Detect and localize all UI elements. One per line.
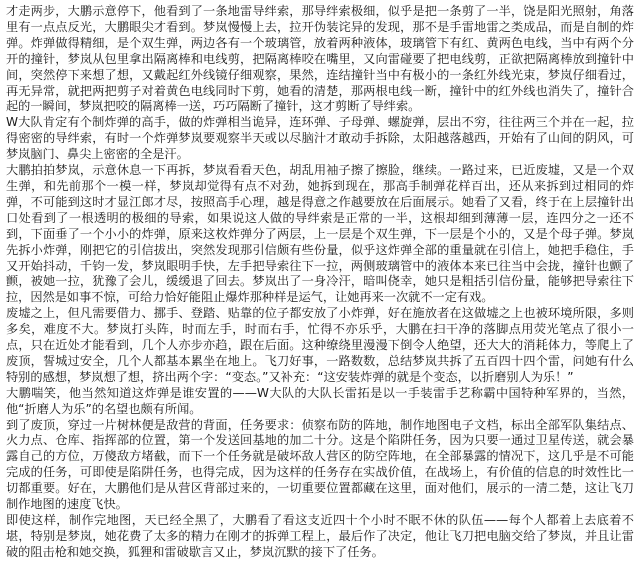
paragraph: 到了废顶，穿过一片树林便是敌营的背面，任务要求：侦察布防的阵地，制作地图电子文档，标出全部军队集结点、火力点、仓库、指挥部的位置，第一个发送回基地的加二十分。这是个陷阱任务，因为只要一通过卫星传送，就会暴露自己的方位，万傻敌方堵截，而下一个任务就是破坏敌人营区的防空阵地，在全部暴露的情况下，这几乎是不可能完成的任务，可即使是陷阱任务，也得完成，因为这样的任务存在实战价值，在战场上，有价值的信息的时效性比一切都重要。好在，大鹏他们是从营区背部过来的，一切重要位置都藏在这里，面对他们，展示的一清二楚，这让飞刀制作地图的速度飞快。 bbox=[6, 417, 634, 512]
paragraph: 废墟之上，但凡需要借力、挪手、登踏、贴靠的位子都安放了小炸弹，好在施放者在这做墟之上也被环境所限，多则多矣，难度不大。梦岚打头阵，时而左手，时而右手，忙得不亦乐乎，大鹏在扫干净的落脚点用荧光笔点了很小一点，只在近处才能看到，几个人亦步亦趋，跟在后面。这种缭绕里漫漫下倒令人绝望，还大大的消耗体力，等爬上了废顶，誓城过安全，几个人都基本累坐在地上。飞刀好事，一路数数，总结梦岚共拆了五百四十四个雷，问她有什么特别的感想，梦岚想了想，挤出两个字：“变态。”又补充：“这安装炸弹的就是个变态，以折磨别人为乐！” bbox=[6, 306, 634, 384]
paragraph: 大鹏拍拍梦岚，示意休息一下再拆，梦岚看看天色，胡乱用袖子擦了擦脸，继续。一路过来，已近废墟，又是一个双生弹，和先前那个一模一样，梦岚却觉得有点不对劲，她拆到现在，那高手制弹花样百出，还从来拆到过相同的炸弹，不可能到这时才显江郎才尽，按照高手心理，越是得意之作越要放在后面展示。她看了又看，终于在上层撞针出口处看到了一根透明的极细的导索，如果说这人做的导绊索是正常的一半，这根却细到薄薄一层，连四分之一还不到，下面垂了一个小小的炸弹，原来这枚炸弹分了两层，上一层是个双生弹，下一层是个小的，又是个母子弹。梦岚先拆小炸弹，刚把它的引信拔出，突然发现那引信颇有些份量，似乎这炸弹全部的重量就在引信上，她把手稳住，手又开始抖动，千钧一发，梦岚眼明手快，左手把导索往下一拉，两侧玻璃管中的液体本来已往当中会拢，撞针也颤了颤，被她一拉，犹豫了会儿，缓缓退了回去。梦岚出了一身冷汗，暗叫侥幸，她只是粗括引信份量，能够把导索往下拉，因然是如事不惊，可给力恰好能阻止爆炸那种样是运气，让她再来一次就不一定有戏。 bbox=[6, 163, 634, 305]
paragraph: 才走两步，大鹏示意停下，他看到了一条地雷导绊索，那导绊索极细，似乎是把一条剪了一半，饶是阳光照射，角落里有一点点反光，大鹏眼尖才看到。梦岚慢慢上去，拉开伪装诧异的发现，那不是手雷地雷之类成品，而是自制的炸弹。炸弹做得精细，是个双生弹，两边各有一个玻璃管，放着两种液体，玻璃管下有红、黄两色电线，当中有两个分开的撞针，梦岚从包里拿出隔离棒和电线剪，把隔离棒咬在嘴里，又向雷碰要了把电线剪，正欲把隔离棒放到撞针中间，突然停下来想了想，又戴起红外线镜仔细观察，果然，连结撞针当中有极小的一条红外线光束，梦岚仔细看过，再无异常，就把两把剪子对着黄色电线同时下剪，她看的清楚，那两根电线一断，撞针中的红外线也消失了，撞针合起的一瞬间，梦岚把咬的隔离棒一送，巧巧隔断了撞针，这才剪断了导绊索。 bbox=[6, 4, 634, 114]
paragraph: 大鹏喘笑，他当然知道这炸弹是谁安置的——W大队的大队长雷拓是以一手装雷手艺称霸中国特种军界的，当然，他“折磨人为乐”的名望也颇有所闻。 bbox=[6, 385, 634, 416]
paragraph: W大队肯定有个制炸弹的高手，做的炸弹相当诡异，连环弹、子母弹、螺旋弹，层出不穷，往往两三个并在一起，拉得密密的导绊索，有时一个炸弹梦岚要观察半天或以尽脑汁才敢动手拆除，太阳越落越西，开始有了山间的阴风，可梦岚脑门、鼻尖上密密的全是汗。 bbox=[6, 115, 634, 162]
paragraph: 即使这样，制作完地图，天已经全黑了，大鹏看了看这支近四十个小时不眠不休的队伍——每个人都着上去底着不堪，特别是梦岚，她花费了太多的精力在刚才的拆弹工程上，最后作了决定，他让飞刀把电脑交给了梦岚，并且让雷破的阻击枪和她交换，狐狸和雷破歇言又止，梦岚沉默的接下了任务。 bbox=[6, 513, 634, 559]
